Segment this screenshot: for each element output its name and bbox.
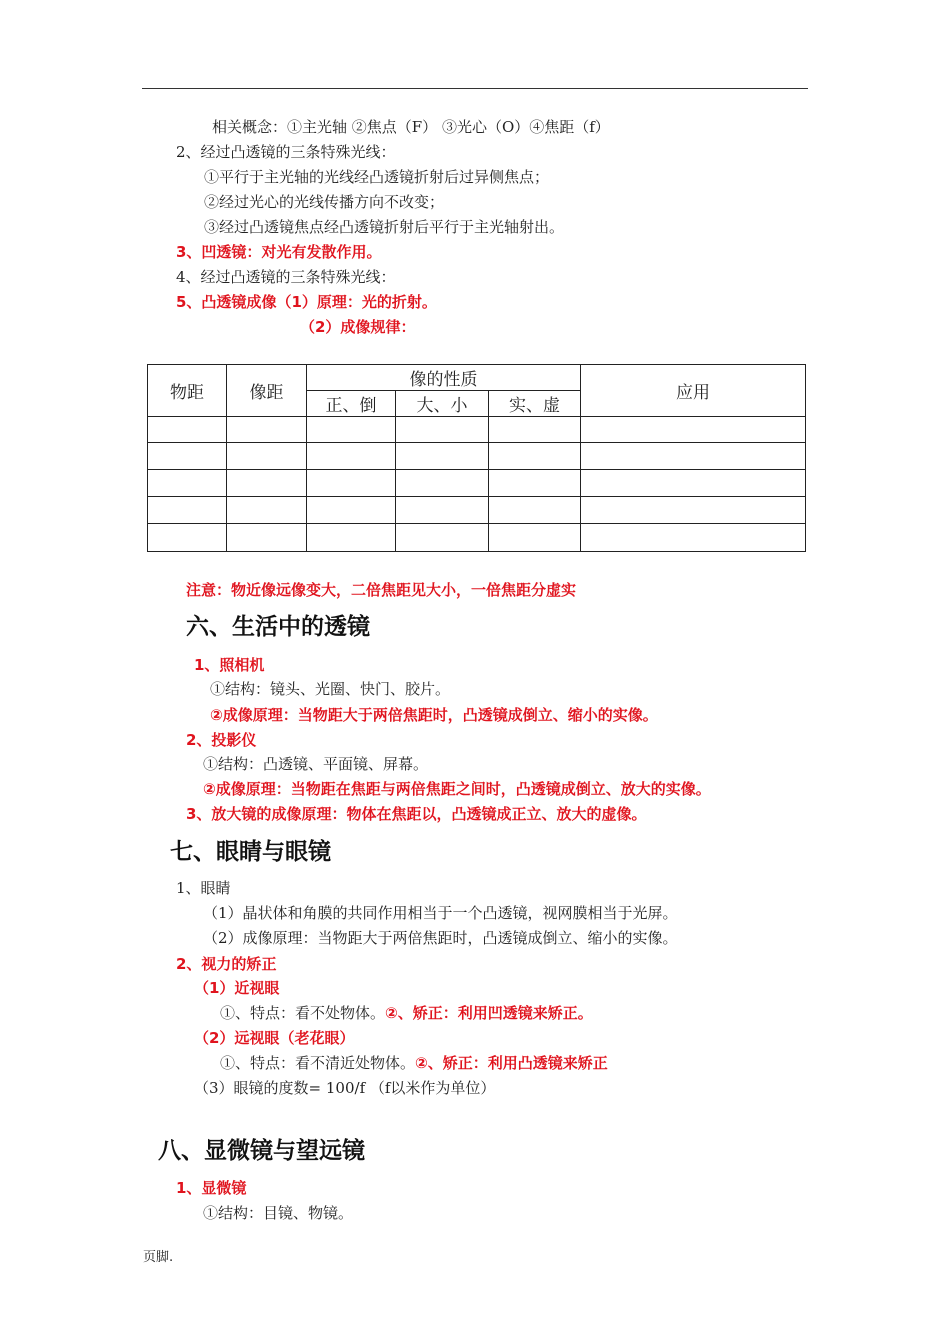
convex-rays-title: 2、经过凸透镜的三条特殊光线： (176, 143, 396, 161)
table-row (148, 417, 806, 443)
header-application: 应用 (581, 365, 806, 417)
hyperopia-line (220, 1053, 608, 1073)
hyperopia-feature: ①、特点：看不清近处物体。 (220, 1054, 416, 1072)
projector-heading: 2、投影仪 (186, 731, 257, 749)
header-size: 大、小 (396, 391, 489, 417)
concave-lens-line: 3、凹透镜：对光有发散作用。 (176, 243, 382, 261)
table-row (148, 443, 806, 470)
header-upright-inverted: 正、倒 (307, 391, 396, 417)
header-rule (142, 88, 808, 89)
page-footer: 页脚. (143, 1250, 174, 1265)
concepts-line: 相关概念：①主光轴 ②焦点（F） ③光心（O）④焦距（f） (212, 118, 610, 136)
microscope-structure: ①结构：目镜、物镜。 (203, 1204, 354, 1222)
eye-heading: 1、眼睛 (176, 879, 231, 897)
projector-principle: ②成像原理：当物距在焦距与两倍焦距之间时，凸透镜成倒立、放大的实像。 (203, 780, 711, 798)
eye-line-2: （2）成像原理：当物距大于两倍焦距时，凸透镜成倒立、缩小的实像。 (203, 929, 678, 947)
table-row (148, 470, 806, 497)
myopia-fix: ②、矫正：利用凹透镜来矫正。 (385, 1004, 593, 1022)
concave-rays-title: 4、经过凸透镜的三条特殊光线： (176, 268, 396, 286)
magnifier-line: 3、放大镜的成像原理：物体在焦距以，凸透镜成正立、放大的虚像。 (186, 805, 647, 823)
eye-line-1: （1）晶状体和角膜的共同作用相当于一个凸透镜，视网膜相当于光屏。 (203, 904, 678, 922)
camera-structure: ①结构：镜头、光圈、快门、胶片。 (210, 680, 451, 698)
camera-principle: ②成像原理：当物距大于两倍焦距时，凸透镜成倒立、缩小的实像。 (210, 706, 658, 724)
table-row (148, 497, 806, 524)
convex-ray-3: ③经过凸透镜焦点经凸透镜折射后平行于主光轴射出。 (204, 218, 565, 236)
header-image-nature: 像的性质 (307, 365, 581, 391)
myopia-feature: ①、特点：看不处物体。 (220, 1004, 386, 1022)
convex-ray-1: ①平行于主光轴的光线经凸透镜折射后过异侧焦点； (204, 168, 550, 186)
imaging-principle-line: 5、凸透镜成像（1）原理：光的折射。 (176, 293, 437, 311)
hyperopia-fix: ②、矫正：利用凸透镜来矫正 (415, 1054, 608, 1072)
imaging-rule-line: （2）成像规律： (300, 318, 416, 336)
section7-title: 七、眼睛与眼镜 (170, 839, 331, 865)
microscope-heading: 1、显微镜 (176, 1179, 247, 1197)
header-object-distance: 物距 (148, 365, 227, 417)
correction-heading: 2、视力的矫正 (176, 955, 277, 973)
convex-ray-2: ②经过光心的光线传播方向不改变； (204, 193, 445, 211)
camera-heading: 1、照相机 (194, 656, 265, 674)
myopia-heading: （1）近视眼 (194, 979, 280, 997)
table-row (148, 524, 806, 552)
header-image-distance: 像距 (227, 365, 307, 417)
projector-structure: ①结构：凸透镜、平面镜、屏幕。 (203, 755, 429, 773)
header-real-virtual: 实、虚 (489, 391, 581, 417)
imaging-table (147, 364, 806, 552)
note-line: 注意：物近像远像变大，二倍焦距见大小，一倍焦距分虚实 (186, 581, 577, 599)
hyperopia-heading: （2）远视眼（老花眼） (194, 1029, 355, 1047)
diopter-line: （3）眼镜的度数= 100/f （f以米作为单位） (194, 1079, 496, 1097)
myopia-line (220, 1003, 593, 1023)
section6-title: 六、生活中的透镜 (186, 614, 370, 640)
section8-title: 八、显微镜与望远镜 (158, 1138, 365, 1164)
